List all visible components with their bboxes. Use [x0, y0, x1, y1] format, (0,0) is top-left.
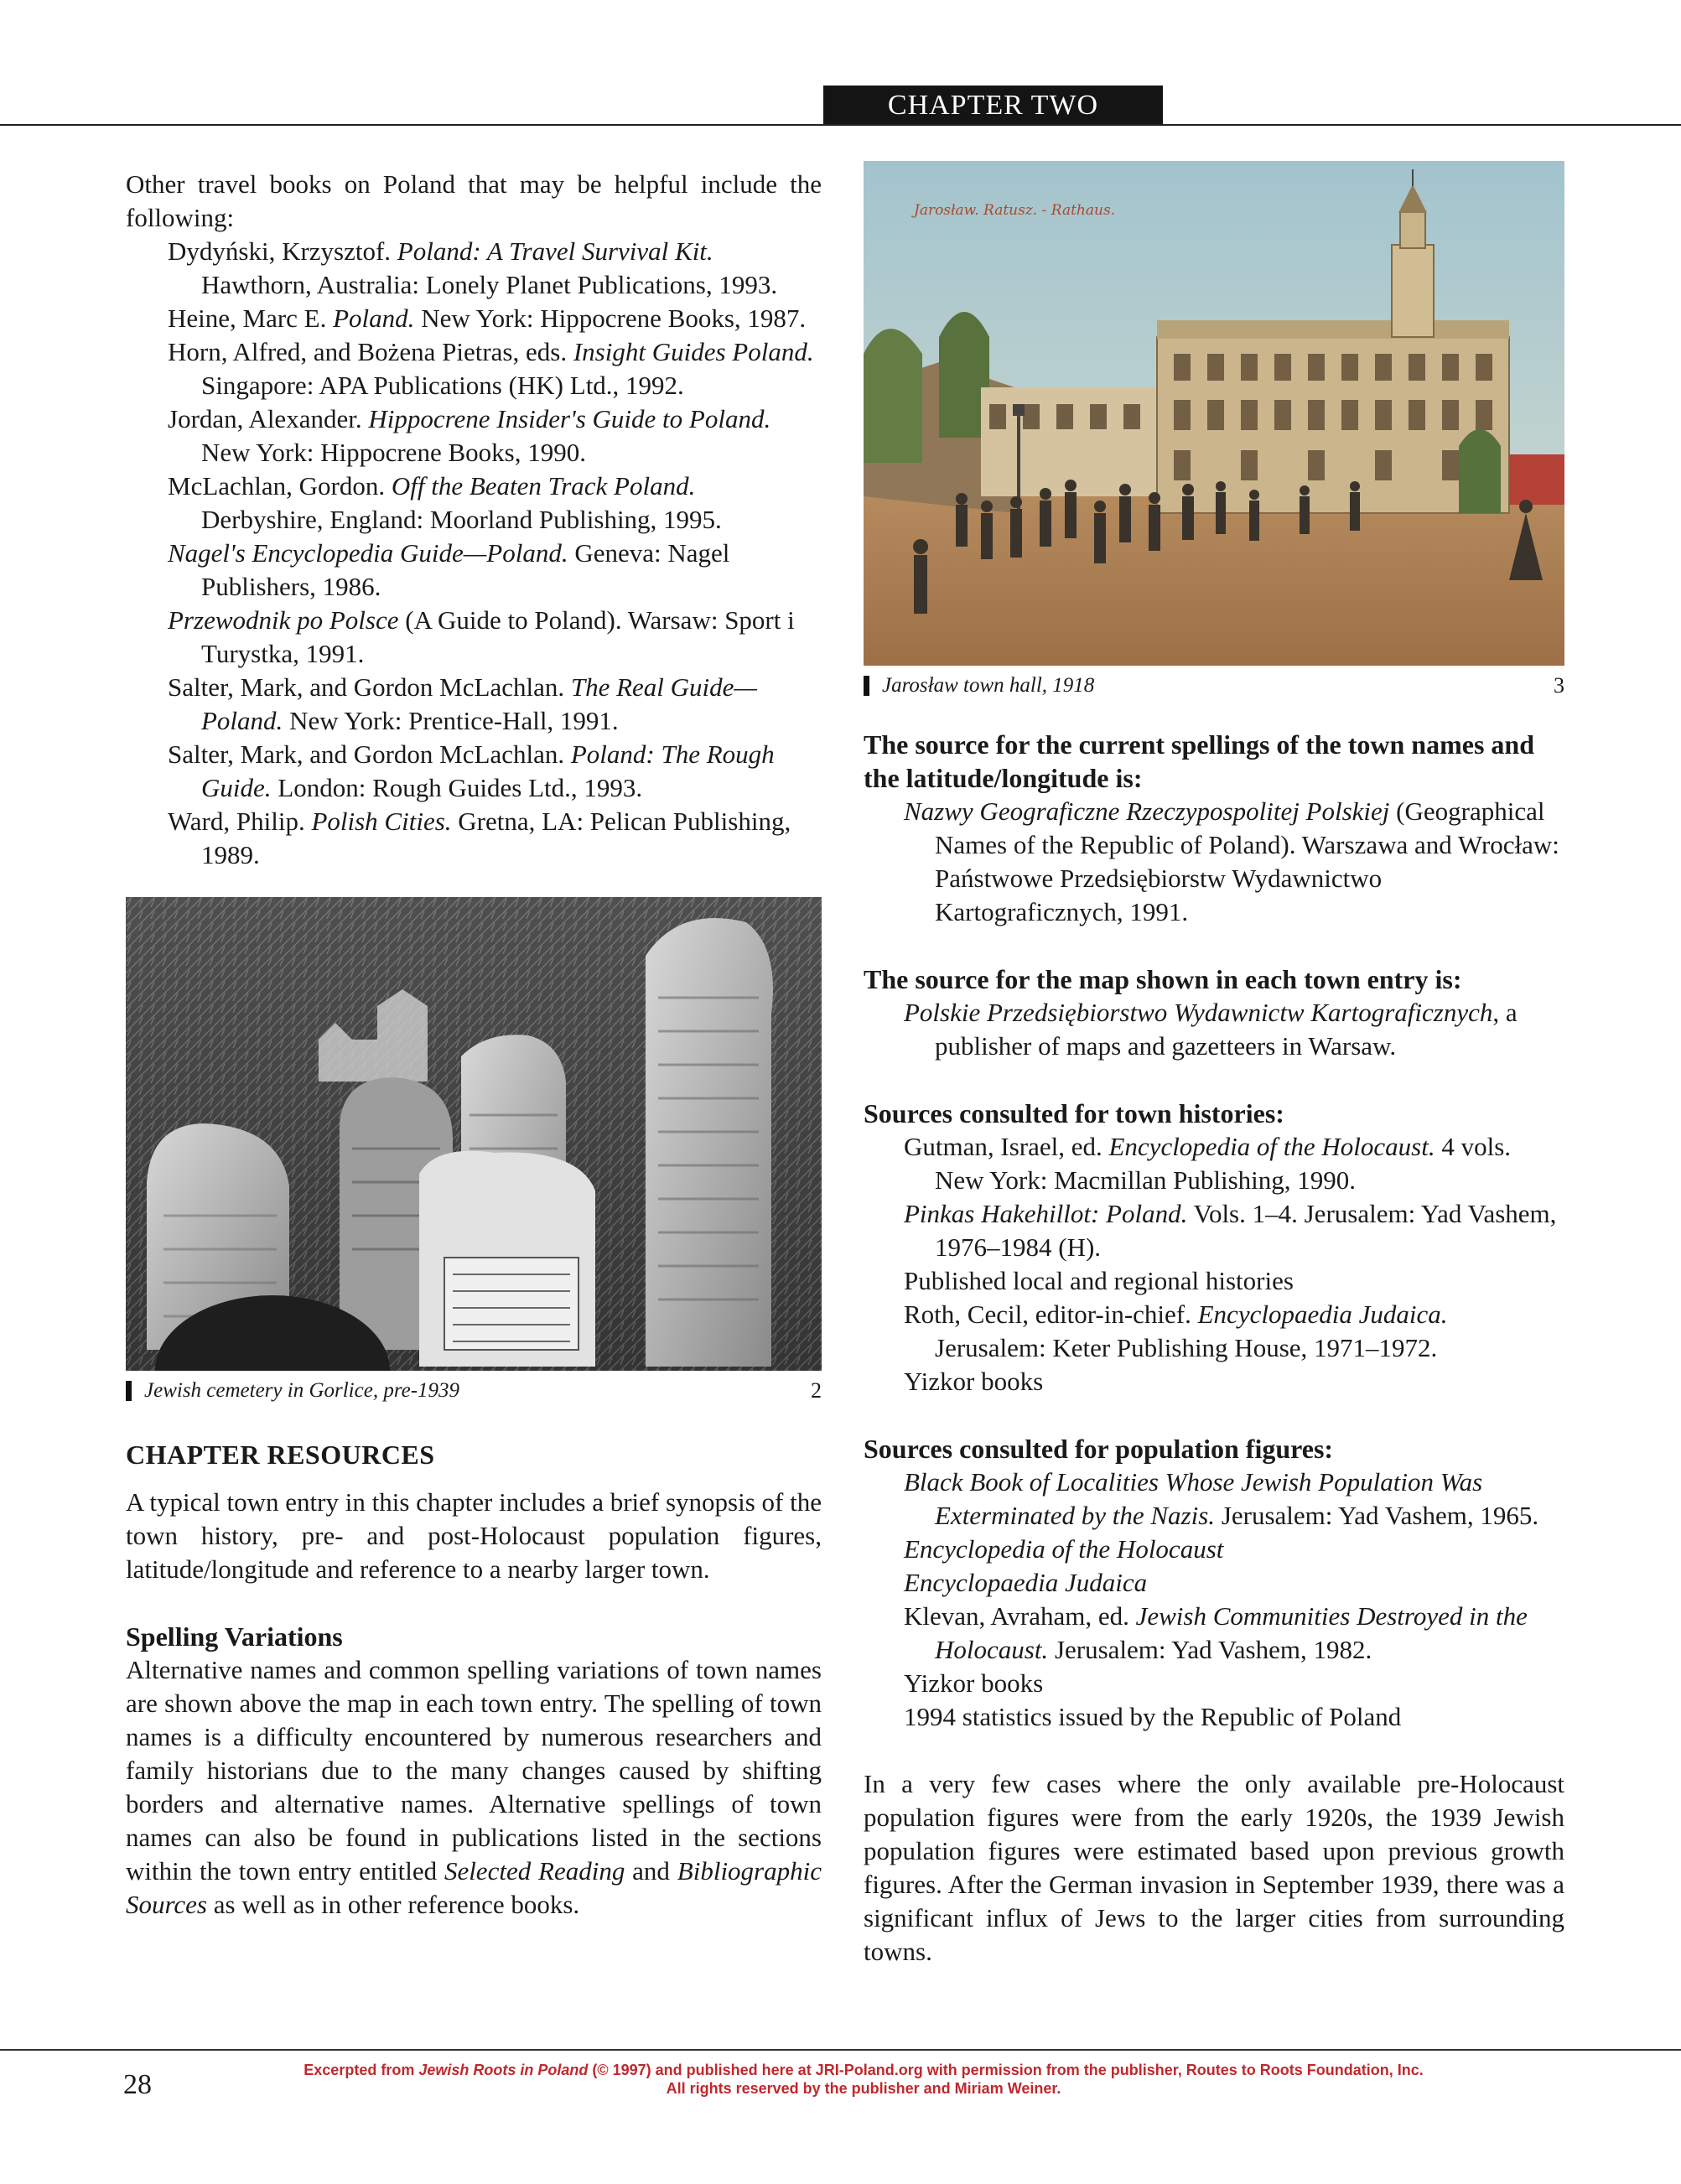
map-source-entry: Polskie Przedsiębiorstwo Wydawnictw Kartograficznych, a publisher of maps and gazetteers in Warsaw.	[904, 998, 1518, 1061]
history-source-entry: Yizkor books	[904, 1367, 1044, 1396]
chapter-resources-text: A typical town entry in this chapter includes a brief synopsis of the town history, pre- and post-Holocaust population figures, latitude/longitude and reference to a nearby larger town.	[126, 1487, 822, 1584]
cemetery-caption-text: Jewish cemetery in Gorlice, pre-1939	[144, 1379, 460, 1402]
population-source-entry: Encyclopaedia Judaica	[904, 1568, 1148, 1597]
town-histories-list	[864, 1130, 1564, 1398]
bib-entry: Jordan, Alexander. Hippocrene Insider's Guide to Poland. New York: Hippocrene Books, 1990.	[168, 404, 771, 467]
history-source-entry: Published local and regional histories	[904, 1266, 1294, 1295]
bib-entry: Ward, Philip. Polish Cities. Gretna, LA: Pelican Publishing, 1989.	[168, 807, 791, 869]
cemetery-photo-caption	[126, 1377, 822, 1404]
bib-entry: Dydyński, Krzysztof. Poland: A Travel Survival Kit. Hawthorn, Australia: Lonely Planet Publications, 1993.	[168, 236, 778, 299]
left-column	[126, 168, 822, 1922]
population-sources-list	[864, 1466, 1564, 1734]
cemetery-photo-number: 2	[811, 1378, 822, 1403]
history-source-entry: Gutman, Israel, ed. Encyclopedia of the Holocaust. 4 vols. New York: Macmillan Publishing, 1990.	[904, 1132, 1512, 1195]
population-estimate-note: In a very few cases where the only available pre-Holocaust population figures were from the early 1920s, the 1939 Jewish population figures were estimated based upon previous growth figures. After the German invasion in September 1939, there was a significant influx of Jews to the larger cities from surrounding towns.	[864, 1769, 1564, 1966]
copyright-line-2: All rights reserved by the publisher and Miriam Weiner.	[666, 2080, 1061, 2097]
town-hall-photo-caption	[864, 672, 1564, 699]
postcard-caption-text: Jarosław. Ratusz. - Rathaus.	[914, 202, 1116, 219]
chapter-label: CHAPTER TWO	[823, 86, 1163, 126]
spellings-source-heading: The source for the current spellings of the town names and the latitude/longitude is:	[864, 729, 1534, 793]
population-source-entry: 1994 statistics issued by the Republic of Poland	[904, 1702, 1402, 1731]
travel-intro: Other travel books on Poland that may be helpful include the following:	[126, 169, 822, 232]
bib-entry: Horn, Alfred, and Bożena Pietras, eds. Insight Guides Poland. Singapore: APA Publications (HK) Ltd., 1992.	[168, 337, 814, 400]
town-hall-photo	[864, 161, 1564, 666]
bib-entry: Przewodnik po Polsce (A Guide to Poland). Warsaw: Sport i Turystka, 1991.	[168, 605, 795, 668]
population-source-entry: Yizkor books	[904, 1668, 1044, 1698]
history-source-entry: Roth, Cecil, editor-in-chief. Encyclopaedia Judaica. Jerusalem: Keter Publishing House, 1971–1972.	[904, 1300, 1448, 1362]
population-source-entry: Klevan, Avraham, ed. Jewish Communities Destroyed in the Holocaust. Jerusalem: Yad Vashem, 1982.	[904, 1601, 1528, 1664]
town-hall-caption-text: Jarosław town hall, 1918	[882, 674, 1095, 697]
population-source-entry: Encyclopedia of the Holocaust	[904, 1534, 1224, 1564]
travel-books-list	[126, 235, 822, 872]
town-hall-photo-number: 3	[1554, 673, 1564, 698]
copyright-notice	[193, 2061, 1534, 2098]
town-histories-heading: Sources consulted for town histories:	[864, 1098, 1284, 1128]
footer-rule	[0, 2049, 1681, 2051]
bib-entry: Heine, Marc E. Poland. New York: Hippocrene Books, 1987.	[168, 303, 807, 333]
chapter-resources-title: CHAPTER RESOURCES	[126, 1440, 435, 1470]
spelling-variations-text: Alternative names and common spelling variations of town names are shown above the map in each town entry. The spelling of town names is a difficulty encountered by numerous researchers and family historians due to the many changes caused by shifting borders and alternative names. Alternative spellings of town names can also be found in publications listed in the sections within the town entry entitled Selected Reading and Bibliographic Sources as well as in other reference books.	[126, 1655, 822, 1919]
header-rule	[0, 124, 1681, 126]
copyright-line-1: Excerpted from Jewish Roots in Poland (© 1997) and published here at JRI-Poland.org with permission from the publisher, Routes to Roots Foundation, Inc.	[304, 2062, 1424, 2078]
spellings-source-entry: Nazwy Geograficzne Rzeczypospolitej Polskiej (Geographical Names of the Republic of Poland). Warszawa and Wrocław: Państwowe Przedsiębiorstw Wydawnictwo Kartograficznych, 1991.	[904, 796, 1559, 926]
page-number: 28	[123, 2069, 152, 2100]
population-figures-heading: Sources consulted for population figures:	[864, 1434, 1334, 1464]
population-source-entry: Black Book of Localities Whose Jewish Population Was Exterminated by the Nazis. Jerusalem: Yad Vashem, 1965.	[904, 1467, 1539, 1530]
history-source-entry: Pinkas Hakehillot: Poland. Vols. 1–4. Jerusalem: Yad Vashem, 1976–1984 (H).	[904, 1199, 1557, 1262]
spelling-variations-title: Spelling Variations	[126, 1621, 343, 1652]
bib-entry: McLachlan, Gordon. Off the Beaten Track Poland. Derbyshire, England: Moorland Publishing, 1995.	[168, 471, 722, 534]
bib-entry: Nagel's Encyclopedia Guide—Poland. Geneva: Nagel Publishers, 1986.	[168, 538, 730, 601]
bib-entry: Salter, Mark, and Gordon McLachlan. Poland: The Rough Guide. London: Rough Guides Ltd., 1993.	[168, 739, 775, 802]
right-column	[864, 161, 1564, 1969]
bib-entry: Salter, Mark, and Gordon McLachlan. The Real Guide—Poland. New York: Prentice-Hall, 1991.	[168, 672, 757, 735]
cemetery-photo	[126, 897, 822, 1371]
map-source-heading: The source for the map shown in each town entry is:	[864, 964, 1462, 994]
